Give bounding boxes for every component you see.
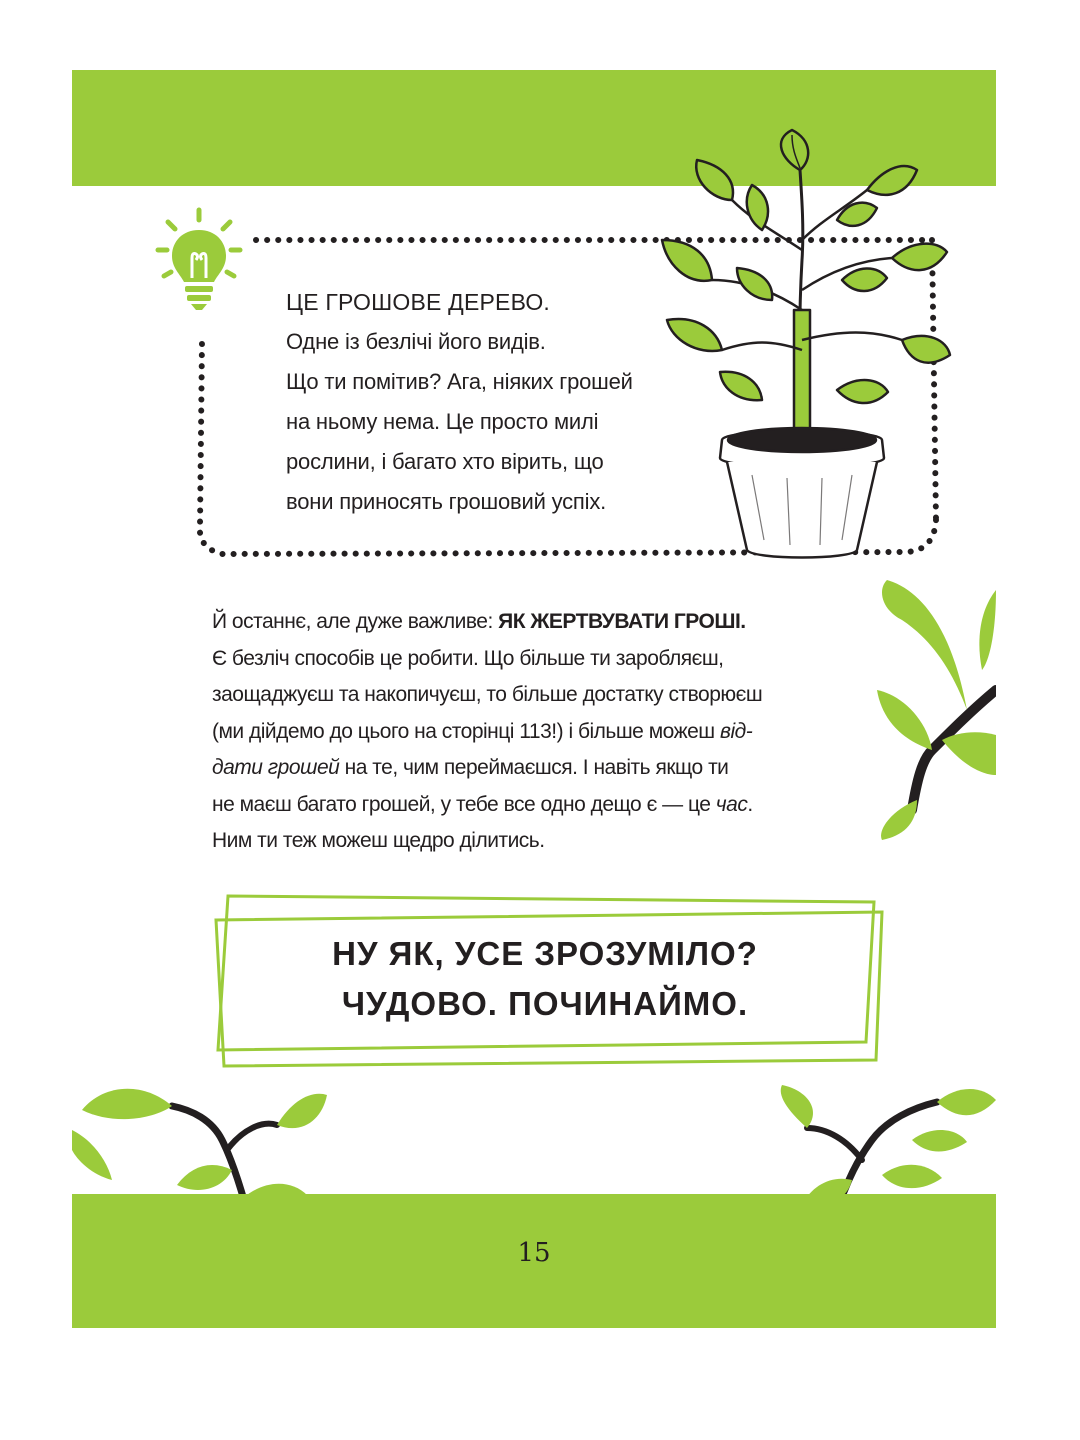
- body-line: Ним ти теж можеш щедро ділитись.: [212, 829, 545, 852]
- cta-line: НУ ЯК, УСЕ ЗРОЗУМІЛО?: [332, 935, 758, 972]
- body-line: [212, 714, 892, 751]
- body-italic-segment: від-: [719, 719, 753, 743]
- cta-box: [222, 915, 868, 1045]
- body-line: заощаджуєш та накопичуєш, то більше достатку створюєш: [212, 683, 763, 706]
- body-line: [212, 787, 892, 824]
- body-line: Є безліч способів це робити. Що більше ти заробляєш,: [212, 646, 724, 670]
- body-line: [212, 604, 892, 641]
- tip-line: Що ти помітив? Ага, ніяких грошей: [286, 369, 633, 394]
- body-text-segment: .: [747, 792, 753, 816]
- body-text-segment: (ми дійдемо до цього на сторінці 113!) і більше можеш: [212, 719, 720, 743]
- body-bold-segment: ЯК ЖЕРТВУВАТИ ГРОШІ.: [498, 610, 746, 633]
- body-italic-segment: дати грошей: [212, 756, 340, 779]
- body-text-segment: Й останнє, але дуже важливе:: [212, 610, 499, 633]
- sprout-right-illustration: [872, 570, 996, 840]
- body-line: [212, 750, 892, 787]
- body-text-segment: на те, чим переймаєшся. І навіть якщо ти: [339, 756, 729, 779]
- body-paragraph: [212, 604, 892, 860]
- tip-line: вони приносять грошовий успіх.: [286, 489, 607, 514]
- body-text-segment: не маєш багато грошей, у тебе все одно дещо є — це: [212, 792, 716, 816]
- book-page: [72, 70, 996, 1328]
- tip-line: рослини, і багато хто вірить, що: [286, 449, 604, 474]
- cta-line: ЧУДОВО. ПОЧИНАЙМО.: [341, 985, 749, 1022]
- tip-line: на ньому нема. Це просто милі: [286, 409, 599, 434]
- tip-line: Одне із безлічі його видів.: [286, 329, 546, 354]
- money-tree-illustration: [652, 140, 952, 540]
- page-number: 15: [517, 1238, 551, 1268]
- body-italic-segment: час: [715, 792, 748, 816]
- tip-title: ЦЕ ГРОШОВЕ ДЕРЕВО.: [286, 289, 551, 315]
- lightbulb-icon: [154, 206, 244, 316]
